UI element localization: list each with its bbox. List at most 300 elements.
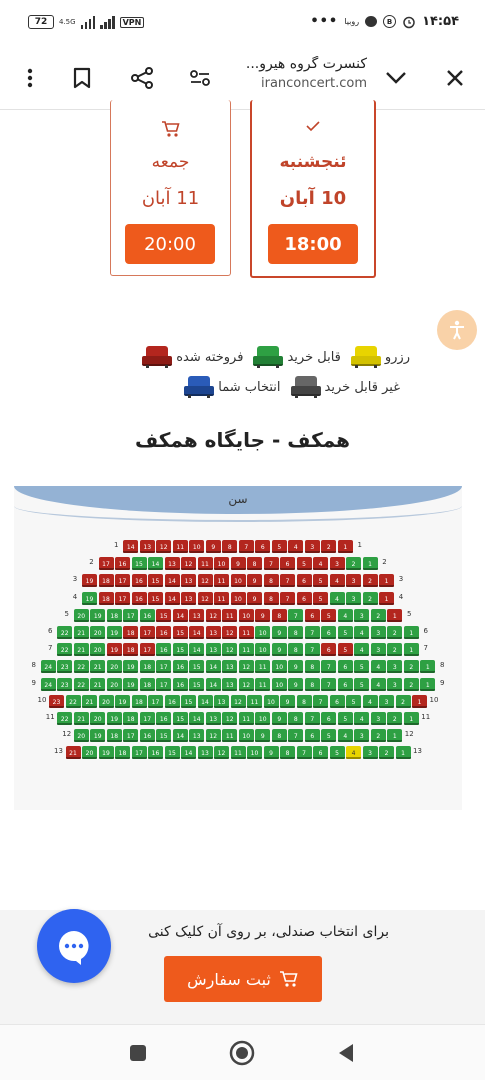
- seat[interactable]: 2: [396, 695, 411, 708]
- seat[interactable]: 8: [280, 746, 295, 759]
- seat[interactable]: 16: [156, 712, 171, 725]
- seat: 5: [297, 557, 312, 570]
- seat[interactable]: 4: [354, 643, 369, 656]
- seat-row: [14, 557, 462, 571]
- seat-grid: [14, 486, 462, 810]
- seat[interactable]: 15: [156, 729, 171, 742]
- seat[interactable]: 19: [115, 695, 130, 708]
- cart-icon: [111, 120, 230, 138]
- seat: 14: [189, 626, 204, 639]
- seat[interactable]: 22: [74, 678, 89, 691]
- seat: 13: [181, 592, 196, 605]
- seat[interactable]: 5: [338, 712, 353, 725]
- seat[interactable]: 12: [222, 712, 237, 725]
- seat[interactable]: 1: [387, 729, 402, 742]
- seat[interactable]: 7: [305, 712, 320, 725]
- seat: 6: [321, 643, 336, 656]
- chair-green-icon: [253, 346, 283, 368]
- seat[interactable]: 16: [156, 643, 171, 656]
- seat[interactable]: 4: [338, 729, 353, 742]
- seat[interactable]: 22: [57, 712, 72, 725]
- row-number-right: 11: [421, 713, 431, 721]
- seat: 14: [165, 592, 180, 605]
- seat[interactable]: 22: [66, 695, 81, 708]
- seat[interactable]: 7: [297, 746, 312, 759]
- seat[interactable]: 7: [305, 626, 320, 639]
- more-notifications-icon: •••: [310, 14, 339, 29]
- seat[interactable]: 5: [338, 626, 353, 639]
- row-number-right: 6: [423, 627, 428, 635]
- seat[interactable]: 20: [90, 626, 105, 639]
- seat[interactable]: 14: [206, 660, 221, 673]
- seat[interactable]: 4: [354, 712, 369, 725]
- seat[interactable]: 15: [165, 746, 180, 759]
- seat: 17: [115, 574, 130, 587]
- bookmark-icon[interactable]: [66, 62, 98, 94]
- seat: 13: [165, 557, 180, 570]
- seat[interactable]: 10: [255, 712, 270, 725]
- more-menu-icon[interactable]: [14, 62, 46, 94]
- seat[interactable]: 16: [140, 729, 155, 742]
- seat[interactable]: 24: [41, 678, 56, 691]
- seat[interactable]: 2: [346, 557, 361, 570]
- seat[interactable]: 5: [321, 729, 336, 742]
- seat: 6: [305, 609, 320, 622]
- seat: 16: [115, 557, 130, 570]
- seat[interactable]: 1: [396, 746, 411, 759]
- message-icon: [365, 16, 377, 27]
- seat[interactable]: 1: [363, 557, 378, 570]
- seat[interactable]: 5: [346, 695, 361, 708]
- seat: 9: [247, 574, 262, 587]
- seat[interactable]: 8: [288, 643, 303, 656]
- seat[interactable]: 6: [338, 678, 353, 691]
- seat[interactable]: 17: [123, 609, 138, 622]
- seat: 8: [272, 609, 287, 622]
- seat[interactable]: 9: [264, 746, 279, 759]
- recent-apps-button[interactable]: [124, 1039, 152, 1067]
- seat-row: [14, 609, 462, 623]
- seat[interactable]: 15: [189, 660, 204, 673]
- card-date: 10 آبان: [279, 188, 347, 209]
- seat: 15: [173, 626, 188, 639]
- seat[interactable]: 8: [272, 729, 287, 742]
- seat[interactable]: 6: [338, 660, 353, 673]
- seat[interactable]: 9: [255, 729, 270, 742]
- seat[interactable]: 2: [387, 712, 402, 725]
- seat[interactable]: 2: [371, 729, 386, 742]
- seat-row: [14, 695, 462, 709]
- seat[interactable]: 3: [354, 609, 369, 622]
- seat-row: [14, 678, 462, 692]
- seat[interactable]: 5: [354, 660, 369, 673]
- seat[interactable]: 5: [330, 746, 345, 759]
- seat[interactable]: 17: [148, 695, 163, 708]
- row-number-left: 11: [45, 713, 55, 721]
- seat[interactable]: 15: [173, 712, 188, 725]
- seat: 11: [198, 557, 213, 570]
- back-button[interactable]: [332, 1039, 360, 1067]
- seat: 14: [123, 540, 138, 553]
- seat[interactable]: 20: [99, 695, 114, 708]
- status-left: [28, 15, 144, 29]
- seat[interactable]: 12: [222, 643, 237, 656]
- seat[interactable]: 19: [107, 626, 122, 639]
- row-number-left: 1: [114, 541, 119, 549]
- seat[interactable]: 21: [74, 712, 89, 725]
- seat[interactable]: 4: [371, 678, 386, 691]
- seat[interactable]: 12: [206, 729, 221, 742]
- seat[interactable]: 6: [305, 729, 320, 742]
- seat[interactable]: 1: [420, 660, 435, 673]
- showtime-button[interactable]: 18:00: [268, 224, 358, 264]
- chat-button[interactable]: [37, 909, 111, 983]
- seat[interactable]: 19: [107, 712, 122, 725]
- seat[interactable]: 11: [239, 643, 254, 656]
- seat[interactable]: 8: [305, 678, 320, 691]
- seat[interactable]: 12: [239, 660, 254, 673]
- seat[interactable]: 13: [206, 643, 221, 656]
- seat[interactable]: 23: [57, 660, 72, 673]
- seat[interactable]: 21: [90, 660, 105, 673]
- seat: 14: [173, 609, 188, 622]
- status-bar: [0, 0, 485, 48]
- seat: 13: [189, 609, 204, 622]
- seat: 3: [346, 574, 361, 587]
- seat: 16: [132, 592, 147, 605]
- home-circle-icon: [229, 1040, 255, 1066]
- seat[interactable]: 22: [74, 660, 89, 673]
- chair-blue-icon: [184, 376, 214, 398]
- seat[interactable]: 10: [272, 678, 287, 691]
- seat[interactable]: 2: [387, 626, 402, 639]
- seat[interactable]: 24: [41, 660, 56, 673]
- seat[interactable]: 10: [239, 729, 254, 742]
- seat[interactable]: 10: [255, 626, 270, 639]
- seat: 1: [379, 592, 394, 605]
- seat: 2: [321, 540, 336, 553]
- seat: 7: [239, 540, 254, 553]
- seat[interactable]: 3: [387, 678, 402, 691]
- seat[interactable]: 17: [123, 729, 138, 742]
- seat[interactable]: 18: [115, 746, 130, 759]
- seat: 13: [206, 626, 221, 639]
- row-number-right: 8: [440, 661, 445, 670]
- row-number-right: 3: [398, 575, 404, 584]
- seat[interactable]: 13: [189, 729, 204, 742]
- seat[interactable]: 20: [74, 729, 89, 742]
- seat[interactable]: 1: [404, 712, 419, 725]
- accessibility-button[interactable]: [437, 310, 477, 350]
- seat[interactable]: 17: [140, 712, 155, 725]
- chevron-down-icon[interactable]: [380, 62, 412, 94]
- seat: 17: [99, 557, 114, 570]
- seat[interactable]: 8: [288, 712, 303, 725]
- seat: 12: [198, 574, 213, 587]
- row-number-left: 9: [31, 678, 36, 687]
- seat[interactable]: 3: [371, 626, 386, 639]
- card-date: 11 آبان: [141, 188, 200, 209]
- seat: 4: [330, 574, 345, 587]
- seat: 5: [321, 609, 336, 622]
- seat[interactable]: 2: [387, 643, 402, 656]
- seat[interactable]: 10: [272, 660, 287, 673]
- seat: 9: [247, 592, 262, 605]
- seat[interactable]: 9: [272, 712, 287, 725]
- seat[interactable]: 12: [239, 678, 254, 691]
- battery-icon: 72: [28, 15, 54, 29]
- seat[interactable]: 8: [297, 695, 312, 708]
- seat: 7: [280, 592, 295, 605]
- row-number-left: 6: [48, 627, 53, 635]
- seat: 15: [148, 574, 163, 587]
- seat[interactable]: 11: [239, 712, 254, 725]
- seat[interactable]: 1: [420, 678, 435, 691]
- seat[interactable]: 17: [156, 660, 171, 673]
- legend-row-1: [70, 344, 410, 370]
- seat[interactable]: 18: [123, 712, 138, 725]
- seat[interactable]: 20: [74, 609, 89, 622]
- seat: 7: [264, 557, 279, 570]
- seat: 12: [181, 557, 196, 570]
- seat[interactable]: 14: [206, 678, 221, 691]
- vpn-badge: VPN: [120, 17, 145, 28]
- seat[interactable]: 15: [132, 557, 147, 570]
- home-button[interactable]: [228, 1039, 256, 1067]
- seat[interactable]: 19: [82, 592, 97, 605]
- seat[interactable]: 6: [321, 712, 336, 725]
- seat[interactable]: 19: [99, 746, 114, 759]
- seat[interactable]: 7: [305, 643, 320, 656]
- seat[interactable]: 11: [255, 660, 270, 673]
- seat[interactable]: 18: [107, 609, 122, 622]
- seat[interactable]: 17: [132, 746, 147, 759]
- seat[interactable]: 6: [313, 746, 328, 759]
- seat[interactable]: 22: [57, 626, 72, 639]
- carrier-label: روبیا: [344, 17, 360, 26]
- seat: 10: [231, 592, 246, 605]
- seat[interactable]: 15: [181, 695, 196, 708]
- seat[interactable]: 10: [264, 695, 279, 708]
- seat[interactable]: 7: [321, 660, 336, 673]
- seat[interactable]: 14: [181, 746, 196, 759]
- page-title: کنسرت گروه هیرو...: [245, 56, 367, 72]
- seat[interactable]: 8: [288, 626, 303, 639]
- accessibility-icon: [448, 320, 466, 340]
- row-number-left: 5: [64, 609, 69, 618]
- seat: 5: [272, 540, 287, 553]
- legend-unavailable: غیر قابل خرید: [291, 376, 400, 398]
- legend-sold: فروخته شده: [142, 346, 243, 368]
- seat[interactable]: 1: [404, 626, 419, 639]
- row-number-right: 2: [382, 558, 387, 567]
- seat: 4: [346, 746, 361, 759]
- seat-row: [14, 540, 462, 554]
- seat: 10: [231, 574, 246, 587]
- seat[interactable]: 13: [214, 695, 229, 708]
- seat: 16: [132, 574, 147, 587]
- seat[interactable]: 14: [148, 557, 163, 570]
- seat[interactable]: 16: [148, 746, 163, 759]
- seat: 15: [156, 609, 171, 622]
- seat[interactable]: 9: [272, 643, 287, 656]
- seat[interactable]: 7: [288, 729, 303, 742]
- seat[interactable]: 13: [222, 678, 237, 691]
- seat[interactable]: 4: [354, 626, 369, 639]
- seat[interactable]: 4: [330, 592, 345, 605]
- row-number-right: 9: [440, 678, 445, 687]
- seat[interactable]: 19: [123, 660, 138, 673]
- seat[interactable]: 18: [107, 729, 122, 742]
- network-type: 4.5G: [59, 18, 76, 26]
- seat: 16: [156, 626, 171, 639]
- seat[interactable]: 7: [313, 695, 328, 708]
- seat[interactable]: 10: [255, 643, 270, 656]
- seat[interactable]: 3: [371, 712, 386, 725]
- seat[interactable]: 6: [321, 626, 336, 639]
- seat[interactable]: 21: [74, 643, 89, 656]
- seat[interactable]: 16: [165, 695, 180, 708]
- seat[interactable]: 11: [231, 746, 246, 759]
- date-card-thursday[interactable]: [250, 100, 376, 278]
- page-title-block[interactable]: [207, 56, 367, 91]
- seat: 17: [115, 592, 130, 605]
- seat: 13: [181, 574, 196, 587]
- seat[interactable]: 20: [90, 712, 105, 725]
- seat[interactable]: 23: [57, 678, 72, 691]
- seat[interactable]: 14: [198, 695, 213, 708]
- chair-yellow-icon: [351, 346, 381, 368]
- seat[interactable]: 4: [363, 695, 378, 708]
- seat[interactable]: 13: [198, 746, 213, 759]
- seat[interactable]: 2: [363, 592, 378, 605]
- seat: 13: [140, 540, 155, 553]
- row-number-left: 13: [54, 747, 63, 756]
- seat[interactable]: 15: [189, 678, 204, 691]
- seat[interactable]: 19: [90, 729, 105, 742]
- seat: 9: [231, 557, 246, 570]
- seat[interactable]: 3: [354, 729, 369, 742]
- seat[interactable]: 11: [247, 695, 262, 708]
- seat[interactable]: 16: [140, 609, 155, 622]
- seat[interactable]: 21: [90, 678, 105, 691]
- seat[interactable]: 3: [371, 643, 386, 656]
- seat: 4: [288, 540, 303, 553]
- seat[interactable]: 22: [57, 643, 72, 656]
- seat[interactable]: 13: [222, 660, 237, 673]
- share-icon[interactable]: [126, 62, 158, 94]
- seat[interactable]: 21: [82, 695, 97, 708]
- seat[interactable]: 7: [288, 609, 303, 622]
- row-number-right: 10: [429, 695, 439, 704]
- seat[interactable]: 20: [107, 660, 122, 673]
- seat[interactable]: 12: [231, 695, 246, 708]
- legend-available: قابل خرید: [253, 346, 340, 368]
- seat[interactable]: 2: [404, 660, 419, 673]
- seat[interactable]: 11: [255, 678, 270, 691]
- seat: 14: [165, 574, 180, 587]
- seat-row: [14, 660, 462, 674]
- seat[interactable]: 21: [74, 626, 89, 639]
- seat: 17: [140, 643, 155, 656]
- seat[interactable]: 16: [173, 660, 188, 673]
- seat[interactable]: 2: [371, 609, 386, 622]
- seat[interactable]: 14: [189, 643, 204, 656]
- card-day: ئنجشنبه: [279, 152, 347, 172]
- row-number-left: 4: [72, 592, 78, 601]
- date-card-friday[interactable]: [110, 100, 231, 276]
- seat[interactable]: 6: [330, 695, 345, 708]
- seat[interactable]: 14: [189, 712, 204, 725]
- seat[interactable]: 18: [140, 660, 155, 673]
- seat[interactable]: 9: [272, 626, 287, 639]
- seat[interactable]: 8: [305, 660, 320, 673]
- seat[interactable]: 18: [140, 678, 155, 691]
- seat[interactable]: 13: [206, 712, 221, 725]
- showtime-button[interactable]: 20:00: [125, 224, 215, 264]
- seat: 15: [148, 592, 163, 605]
- seat[interactable]: 12: [214, 746, 229, 759]
- seat[interactable]: 16: [173, 678, 188, 691]
- seat[interactable]: 2: [379, 746, 394, 759]
- seat[interactable]: 3: [363, 746, 378, 759]
- seat: 10: [189, 540, 204, 553]
- seat: 5: [313, 592, 328, 605]
- seat: 23: [49, 695, 64, 708]
- seat[interactable]: 7: [321, 678, 336, 691]
- seat: 12: [206, 609, 221, 622]
- seat[interactable]: 2: [404, 678, 419, 691]
- seat[interactable]: 3: [346, 592, 361, 605]
- seat[interactable]: 9: [288, 660, 303, 673]
- seat[interactable]: 3: [387, 660, 402, 673]
- seat: 3: [305, 540, 320, 553]
- close-icon[interactable]: [439, 62, 471, 94]
- seat[interactable]: 3: [379, 695, 394, 708]
- seat[interactable]: 18: [132, 695, 147, 708]
- seat-row: [14, 729, 462, 743]
- seat-legend: [70, 344, 410, 404]
- row-number-left: 10: [37, 695, 47, 704]
- seat[interactable]: 10: [247, 746, 262, 759]
- seat[interactable]: 19: [123, 678, 138, 691]
- seat[interactable]: 11: [222, 729, 237, 742]
- signal-icon: [81, 16, 96, 29]
- row-number-right: 12: [404, 730, 414, 739]
- seat[interactable]: 4: [338, 609, 353, 622]
- seat[interactable]: 9: [280, 695, 295, 708]
- seat[interactable]: 20: [107, 678, 122, 691]
- seat[interactable]: 17: [156, 678, 171, 691]
- seat: 17: [140, 626, 155, 639]
- row-number-left: 8: [31, 661, 36, 670]
- submit-order-button[interactable]: ثبت سفارش: [164, 956, 322, 1002]
- signal-icon-2: [100, 16, 115, 29]
- seat-row: [14, 712, 462, 726]
- seat[interactable]: 15: [173, 643, 188, 656]
- seat[interactable]: 5: [354, 678, 369, 691]
- seat[interactable]: 9: [288, 678, 303, 691]
- seat[interactable]: 4: [371, 660, 386, 673]
- seat[interactable]: 20: [82, 746, 97, 759]
- seat[interactable]: 14: [173, 729, 188, 742]
- seat[interactable]: 19: [90, 609, 105, 622]
- b-badge-icon: B: [383, 15, 396, 28]
- seat: 1: [387, 609, 402, 622]
- seat[interactable]: 1: [404, 643, 419, 656]
- seat[interactable]: 20: [90, 643, 105, 656]
- seat-row: [14, 574, 462, 588]
